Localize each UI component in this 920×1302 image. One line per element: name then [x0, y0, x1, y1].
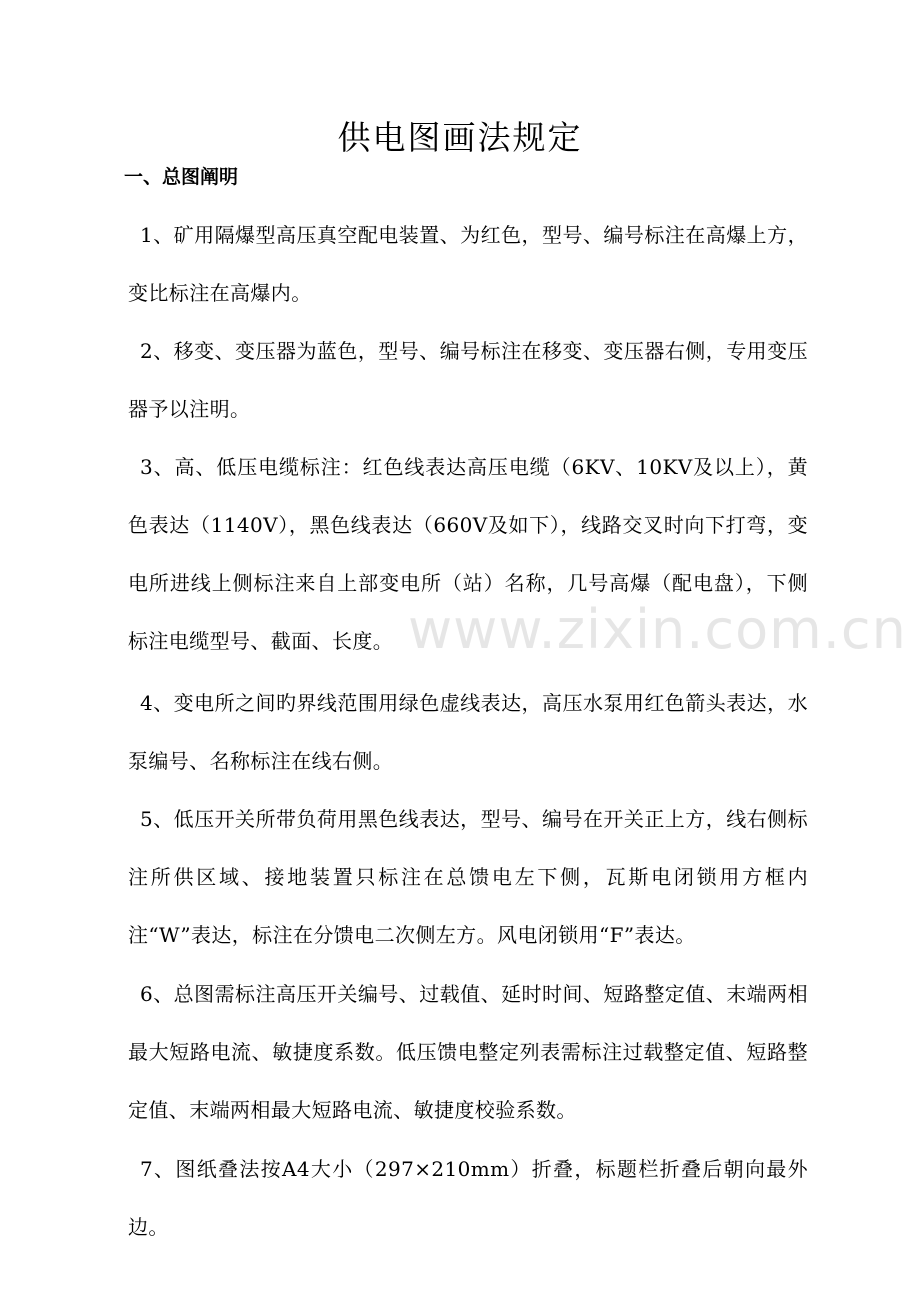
rule-item-6: 6、总图需标注高压开关编号、过载值、延时时间、短路整定值、末端两相最大短路电流、敏捷度系数。低压馈电整定列表需标注过载整定值、短路整定值、末端两相最大短路电流、敏捷度校验系数。 — [128, 982, 808, 1122]
rule-item-7: 7、图纸叠法按A4大小（297×210mm）折叠，标题栏折叠后朝向最外边。 — [128, 1157, 808, 1239]
rule-item-4: 4、变电所之间旳界线范围用绿色虚线表达，高压水泵用红色箭头表达，水泵编号、名称标注在线右侧。 — [128, 691, 808, 773]
rule-item-3: 3、高、低压电缆标注：红色线表达高压电缆（6KV、10KV及以上），黄色表达（1140V），黑色线表达（660V及如下），线路交叉时向下打弯，变电所进线上侧标注来自上部变电所（站）名称，几号高爆（配电盘），下侧标注电缆型号、截面、长度。 — [128, 455, 808, 653]
rule-item-2: 2、移变、变压器为蓝色，型号、编号标注在移变、变压器右侧，专用变压器予以注明。 — [128, 339, 808, 421]
watermark: www.zixin.com.cn — [408, 598, 907, 661]
section-heading: 一、总图阐明 — [124, 166, 239, 188]
rule-item-1: 1、矿用隔爆型高压真空配电装置、为红色，型号、编号标注在高爆上方，变比标注在高爆内。 — [128, 223, 808, 305]
rule-item-5: 5、低压开关所带负荷用黑色线表达，型号、编号在开关正上方，线右侧标注所供区域、接地装置只标注在总馈电左下侧，瓦斯电闭锁用方框内注“W”表达，标注在分馈电二次侧左方。风电闭锁用“F”表达。 — [128, 807, 808, 947]
document-title: 供电图画法规定 — [337, 118, 583, 157]
